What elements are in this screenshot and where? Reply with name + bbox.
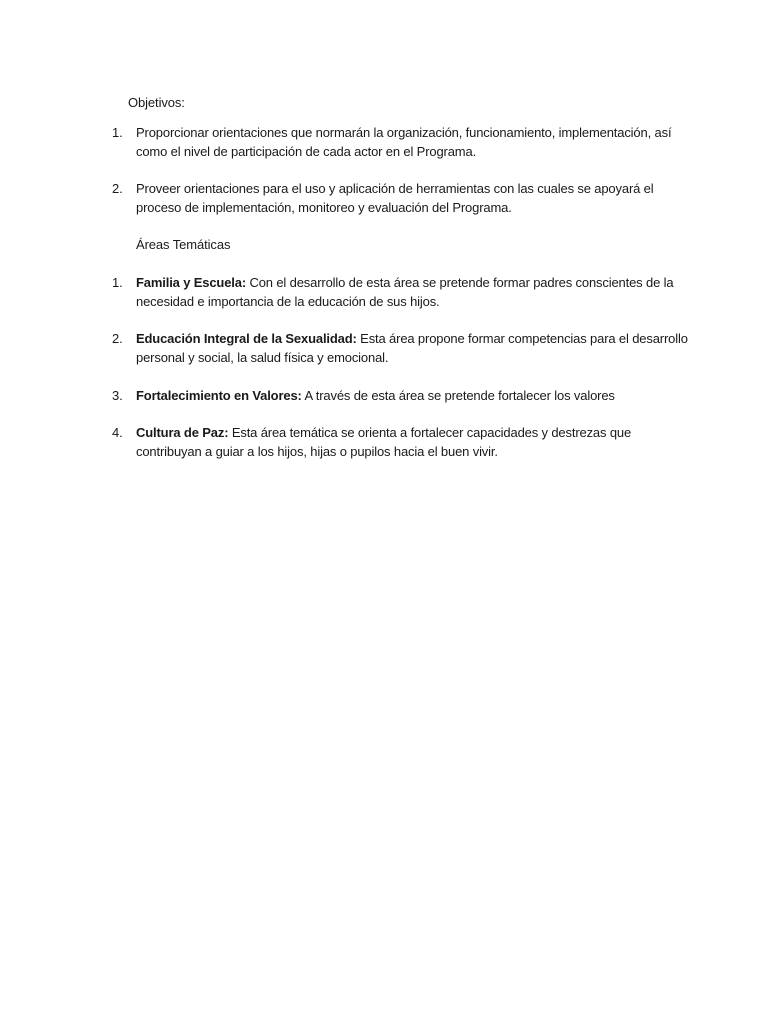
item-number: 4.	[112, 425, 123, 440]
item-number: 3.	[112, 388, 123, 403]
item-text: Esta área temática se orienta a fortalecer capacidades y destrezas que contribuyan a guiar a los hijos, hijas o pupilos hacia el buen vivir.	[136, 425, 632, 459]
item-number: 1.	[112, 125, 123, 140]
item-number: 2.	[112, 331, 123, 346]
area-item	[112, 386, 692, 405]
item-text: Proporcionar orientaciones que normarán la organización, funcionamiento, implementación, así como el nivel de participación de cada actor en el Programa.	[136, 125, 672, 159]
area-item	[112, 423, 692, 461]
item-lead: Familia y Escuela:	[136, 275, 247, 290]
areas-tematicas-heading: Áreas Temáticas	[136, 237, 231, 252]
item-lead: Fortalecimiento en Valores:	[136, 388, 302, 403]
area-item	[112, 273, 692, 311]
item-lead: Cultura de Paz:	[136, 425, 229, 440]
item-body	[136, 329, 692, 367]
objetivo-item	[112, 179, 692, 217]
objetivos-heading: Objetivos:	[128, 95, 185, 110]
item-text: Esta área propone formar competencias para el desarrollo personal y social, la salud física y emocional.	[136, 331, 688, 365]
item-text: Proveer orientaciones para el uso y aplicación de herramientas con las cuales se apoyará el proceso de implementación, monitoreo y evaluación del Programa.	[136, 181, 654, 215]
item-number: 1.	[112, 275, 123, 290]
area-item	[112, 329, 692, 367]
objetivo-item	[112, 123, 692, 161]
item-text: Con el desarrollo de esta área se pretende formar padres conscientes de la necesidad e importancia de la educación de sus hijos.	[136, 275, 674, 309]
item-body	[136, 273, 692, 311]
item-body	[136, 386, 692, 405]
item-body	[136, 423, 692, 461]
item-lead: Educación Integral de la Sexualidad:	[136, 331, 357, 346]
item-text: A través de esta área se pretende fortalecer los valores	[301, 388, 615, 403]
item-number: 2.	[112, 181, 123, 196]
